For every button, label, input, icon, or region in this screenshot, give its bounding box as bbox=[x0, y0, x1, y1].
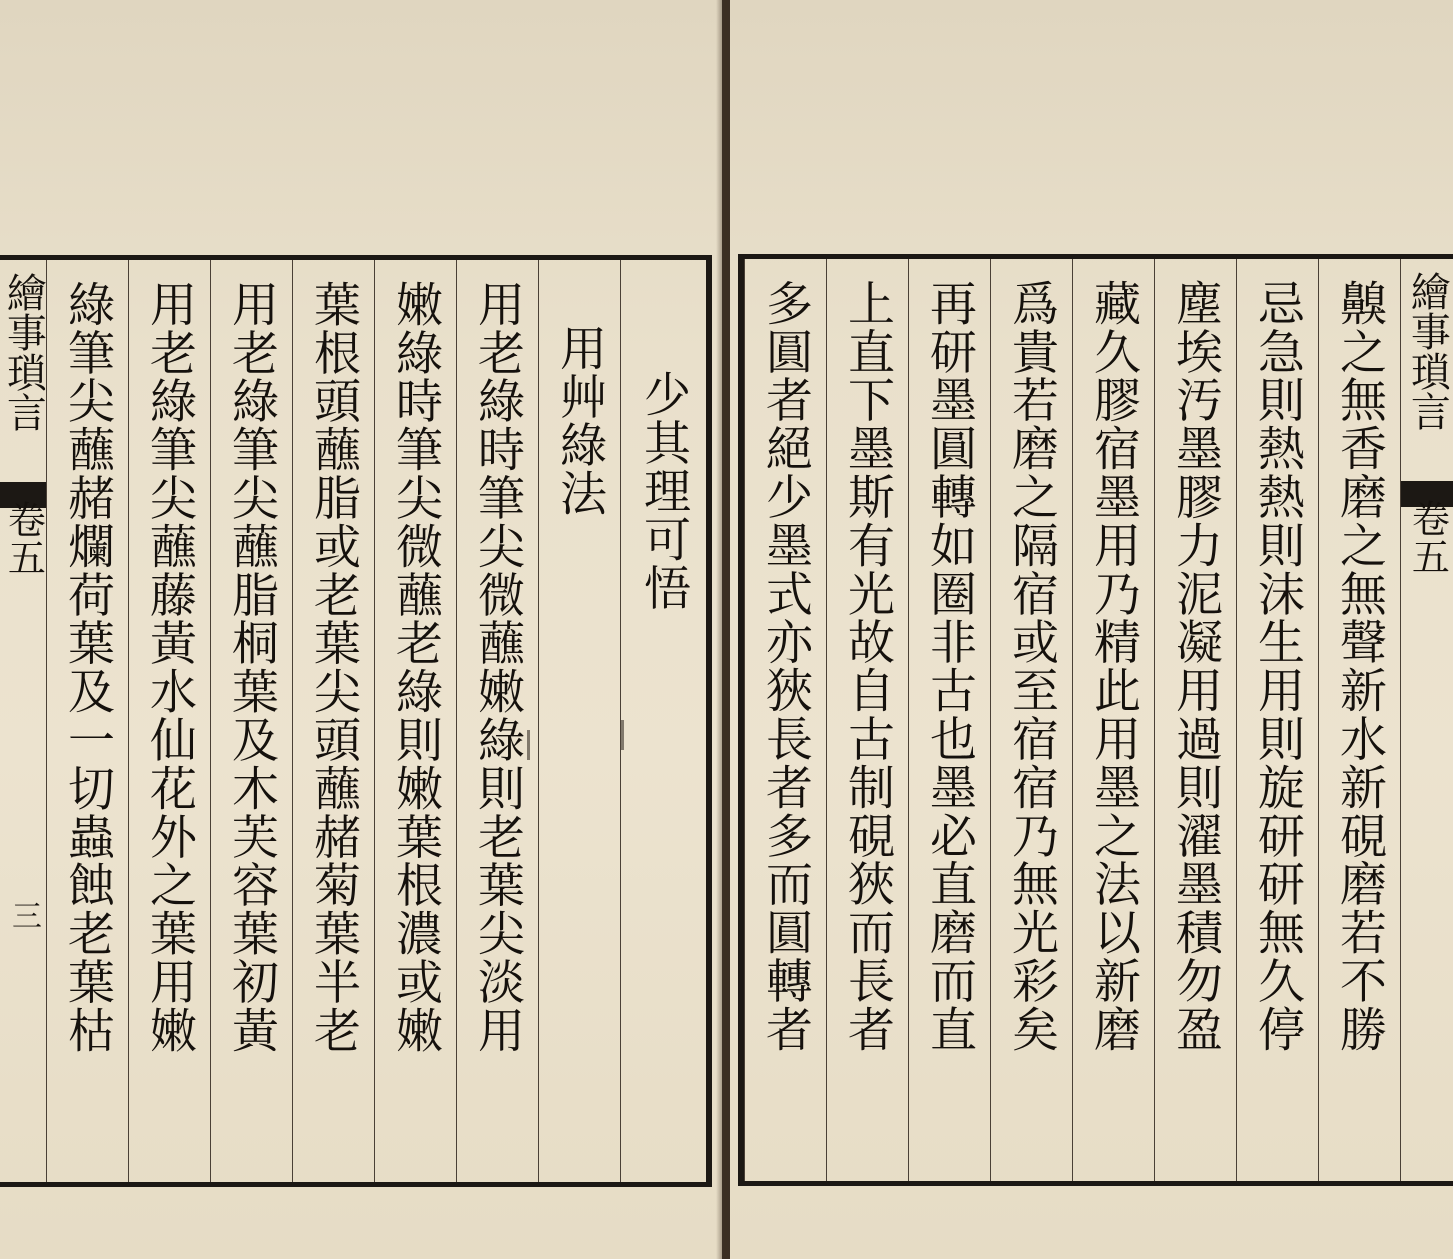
text-column bbox=[908, 259, 990, 1181]
left-page bbox=[0, 0, 722, 1259]
right-page-banner bbox=[1400, 259, 1453, 1181]
column-text: 齅之無香磨之無聲新水新硯磨若不勝 bbox=[1332, 279, 1387, 1054]
text-column bbox=[538, 260, 620, 1182]
text-column bbox=[1072, 259, 1154, 1181]
text-column bbox=[990, 259, 1072, 1181]
column-text: 上直下墨斯有光故自古制硯狹而長者 bbox=[840, 279, 895, 1054]
column-text: 藏久膠宿墨用乃精此用墨之法以新磨 bbox=[1086, 279, 1141, 1054]
column-text: 葉根頭蘸脂或老葉尖頭蘸赭菊葉半老 bbox=[306, 280, 361, 1055]
column-text: 綠筆尖蘸赭爛荷葉及一切蟲蝕老葉枯 bbox=[60, 280, 115, 1055]
text-column bbox=[826, 259, 908, 1181]
text-column bbox=[292, 260, 374, 1182]
left-page-frame bbox=[0, 255, 712, 1187]
text-column bbox=[210, 260, 292, 1182]
column-text: 爲貴若磨之隔宿或至宿宿乃無光彩矣 bbox=[1004, 279, 1059, 1054]
ink-smudge bbox=[621, 720, 624, 750]
banner-folio: 三 bbox=[6, 900, 41, 930]
text-column bbox=[128, 260, 210, 1182]
column-text: 塵埃汚墨膠力泥凝用過則濯墨積勿盈 bbox=[1168, 279, 1223, 1054]
column-text: 用老綠筆尖蘸脂桐葉及木芙容葉初黃 bbox=[224, 280, 279, 1055]
text-column bbox=[46, 260, 128, 1182]
banner-juan: 卷五 bbox=[1, 500, 46, 576]
text-column bbox=[1236, 259, 1318, 1181]
text-column bbox=[1318, 259, 1400, 1181]
banner-title: 繪事瑣言 bbox=[0, 272, 47, 432]
text-column bbox=[1154, 259, 1236, 1181]
ink-smudge bbox=[527, 730, 530, 760]
right-page bbox=[730, 0, 1453, 1259]
column-text: 多圓者絕少墨式亦狹長者多而圓轉者 bbox=[758, 279, 813, 1054]
column-text: 忌急則熱熱則沫生用則旋研研無久停 bbox=[1250, 279, 1305, 1054]
banner-title: 繪事瑣言 bbox=[1404, 271, 1451, 431]
column-text: 用老綠時筆尖微蘸嫩綠則老葉尖淡用 bbox=[470, 280, 525, 1055]
text-column bbox=[456, 260, 538, 1182]
column-text: 用老綠筆尖蘸藤黃水仙花外之葉用嫩 bbox=[142, 280, 197, 1055]
column-text: 嫩綠時筆尖微蘸老綠則嫩葉根濃或嫩 bbox=[388, 280, 443, 1055]
text-column bbox=[744, 259, 826, 1181]
column-text: 少其理可悟 bbox=[636, 370, 691, 612]
text-column bbox=[374, 260, 456, 1182]
section-heading: 用艸綠法 bbox=[552, 324, 607, 518]
left-page-banner bbox=[0, 260, 46, 1182]
text-column bbox=[620, 260, 706, 1182]
banner-juan: 卷五 bbox=[1405, 499, 1450, 575]
column-text: 再研墨圓轉如圈非古也墨必直磨而直 bbox=[922, 279, 977, 1054]
right-page-frame bbox=[738, 254, 1453, 1186]
